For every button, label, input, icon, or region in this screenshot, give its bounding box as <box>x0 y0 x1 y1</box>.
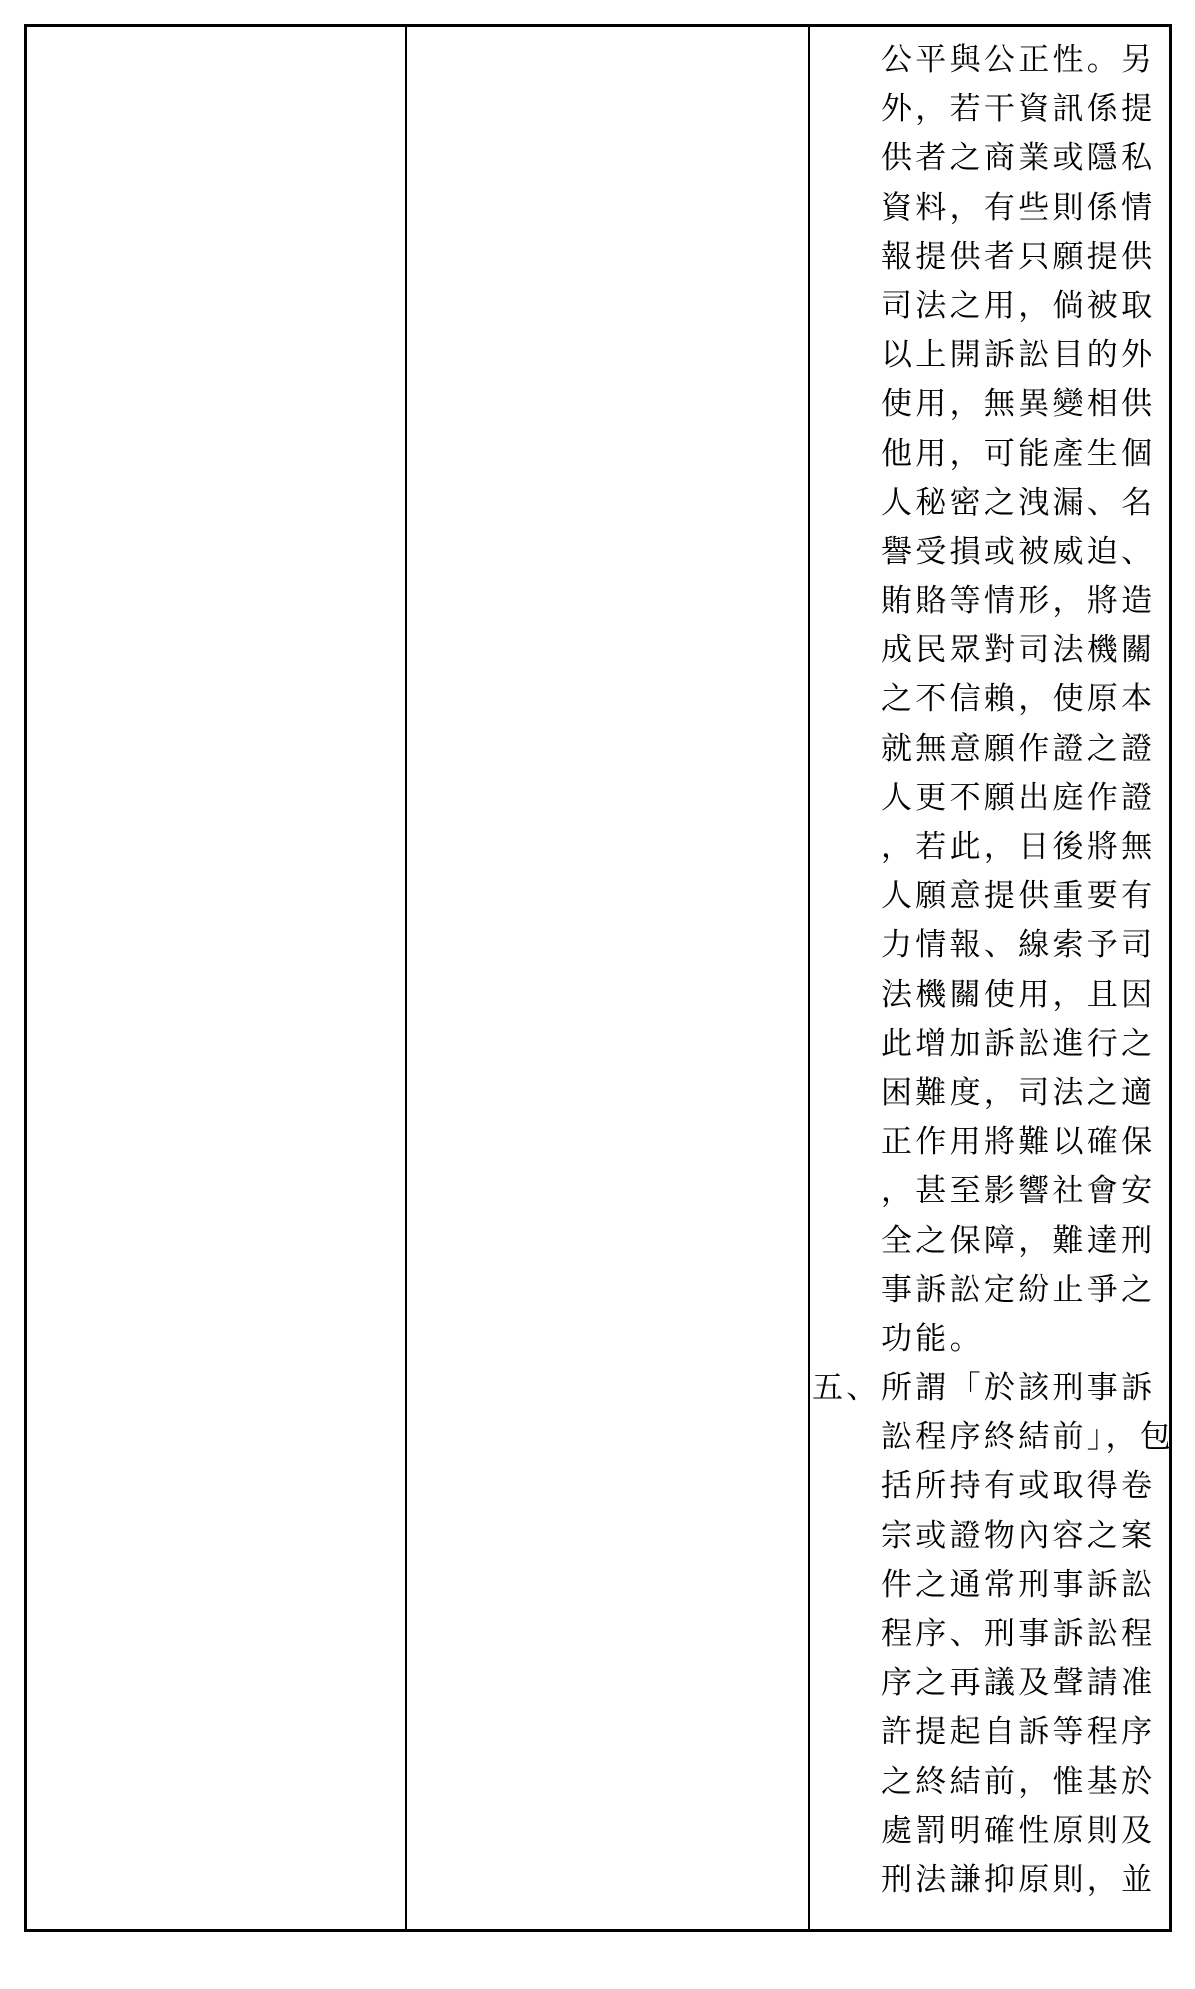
text-line: 刑法謙抑原則，並 <box>881 1861 1156 1898</box>
text-line: ，若此，日後將無 <box>881 829 1156 865</box>
text-line: 使用，無異變相供 <box>881 386 1156 423</box>
text-line: 人更不願出庭作證 <box>881 779 1156 816</box>
table-column-2 <box>407 27 808 1929</box>
table-column-3 <box>810 27 1175 1929</box>
text-line: 資料，有些則係情 <box>881 189 1156 226</box>
text-line: 訟程序終結前」，包 <box>881 1419 1175 1456</box>
text-line: 困難度，司法之適 <box>881 1074 1156 1111</box>
text-line: 宗或證物內容之案 <box>881 1517 1156 1554</box>
text-line: 就無意願作證之證 <box>881 730 1156 767</box>
text-line: 件之通常刑事訴訟 <box>881 1566 1156 1603</box>
text-line: 外，若干資訊係提 <box>881 91 1156 128</box>
text-line: ，甚至影響社會安 <box>881 1173 1156 1210</box>
text-line: 譽受損或被威迫、 <box>881 533 1156 570</box>
text-line: 事訴訟定紛止爭之 <box>881 1271 1156 1308</box>
text-line: 司法之用，倘被取 <box>881 287 1156 324</box>
text-line: 功能。 <box>881 1320 984 1357</box>
item-5-first-line <box>810 1364 1172 1413</box>
text-line: 人願意提供重要有 <box>881 878 1156 915</box>
text-line: 正作用將難以確保 <box>881 1124 1156 1161</box>
text-line: 之不信賴，使原本 <box>881 681 1156 718</box>
text-line: 成民眾對司法機關 <box>881 632 1156 669</box>
text-line: 許提起自訴等程序 <box>881 1714 1156 1751</box>
table-column-1 <box>27 27 405 1929</box>
text-line: 公平與公正性。另 <box>881 42 1156 78</box>
text-line: 他用，可能產生個 <box>881 435 1156 472</box>
text-line: 人秘密之洩漏、名 <box>881 484 1156 521</box>
text-line: 供者之商業或隱私 <box>881 140 1156 177</box>
text-line: 法機關使用，且因 <box>881 976 1156 1013</box>
text-line: 此增加訴訟進行之 <box>881 1025 1156 1062</box>
text-line: 處罰明確性原則及 <box>881 1812 1156 1849</box>
item-5-text: 所謂「於該刑事訴 <box>881 1370 1156 1407</box>
text-line: 以上開訴訟目的外 <box>881 337 1156 374</box>
comparison-table <box>24 24 1175 1932</box>
explanation-text <box>810 36 1175 1905</box>
text-line: 力情報、線索予司 <box>881 927 1156 964</box>
text-line: 程序、刑事訴訟程 <box>881 1616 1156 1652</box>
text-line: 之終結前，惟基於 <box>881 1763 1156 1800</box>
item-5-marker: 五、 <box>812 1370 881 1407</box>
text-line: 賄賂等情形，將造 <box>881 583 1156 620</box>
text-line: 序之再議及聲請准 <box>881 1665 1156 1702</box>
text-line: 括所持有或取得卷 <box>881 1468 1156 1505</box>
text-line: 全之保障，難達刑 <box>881 1222 1156 1259</box>
text-line: 報提供者只願提供 <box>881 238 1156 275</box>
